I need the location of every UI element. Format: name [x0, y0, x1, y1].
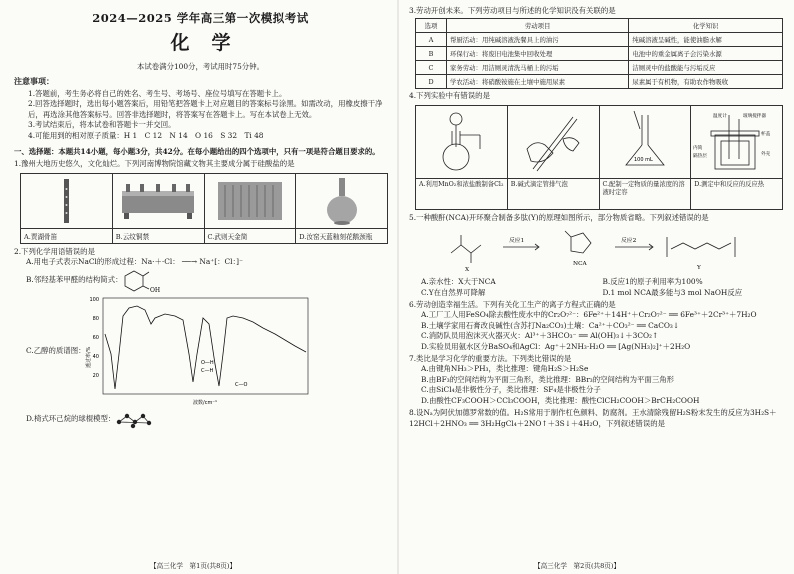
question-7-option-a: A.由键角NH₃＞PH₃，类比推理：键角H₂S＞H₂Se [421, 364, 589, 374]
artifact-c [205, 174, 297, 243]
label-reaction-1: 反应1 [509, 238, 525, 245]
y-tick: 100 [89, 296, 100, 303]
table-header: 劳动项目 [447, 19, 629, 33]
table-cell: D [416, 75, 447, 89]
x-axis-label: 波数/cm⁻¹ [193, 399, 218, 406]
question-2-option-c [14, 294, 387, 410]
bronze-altar-image [113, 174, 204, 229]
label-nca: NCA [573, 261, 587, 268]
question-5-option-b: B.反应1的原子利用率为100% [602, 277, 703, 287]
exam-title: 2024—2025 学年高三第一次模拟考试 [92, 11, 309, 25]
gold-slip-image [205, 174, 296, 229]
cyclohexane-ball-stick-model [115, 410, 153, 430]
question-6-option-c: C.消防队员用泡沫灭火器灭火：Al³⁺＋3HCO₃⁻ ══ Al(OH)₃↓＋3CO₂↑ [421, 331, 659, 341]
notice-item: 3.考试结束后，将本试卷和答题卡一并交回。 [28, 120, 176, 130]
table-header-row [416, 19, 783, 33]
apparatus-a [416, 106, 508, 209]
table-cell: 纯碱溶液呈碱性，能使油脂水解 [629, 33, 783, 47]
table-cell: C [416, 61, 447, 75]
artifact-b [113, 174, 205, 243]
right-footer: 【高三化学 第2页(共8页)】 [534, 562, 621, 570]
question-3-stem: 3.劳动开创未来。下列劳动项目与所述的化学知识没有关联的是 [409, 6, 616, 15]
question-2-option-c-text: C.乙醇的质谱图： [26, 346, 86, 356]
y-tick: 40 [93, 353, 100, 360]
question-6-option-a: A.工厂工人用FeSO₄除去酸性废水中的Cr₂O₇²⁻：6Fe²⁺＋14H⁺＋Cr₂O₇²⁻ ══ 6Fe³⁺＋2Cr³⁺＋7H₂O [421, 310, 757, 320]
y-tick: 80 [93, 315, 100, 322]
right-page [399, 0, 794, 574]
question-5-stem: 5.一种酸酐(NCA)开环聚合制备多肽(Y)的原理如图所示，部分物质省略。下列叙述错误的是 [409, 212, 709, 222]
question-2-option-b-text: B.邻羟基苯甲醛的结构简式： [26, 275, 123, 285]
table-cell: 洁厕灵中的盐酸能与污垢反应 [629, 61, 783, 75]
question-2-stem: 2.下列化学用语错误的是 [14, 246, 95, 256]
y-tick: 20 [93, 372, 100, 379]
table-row [416, 47, 783, 61]
apparatus-b-caption: B.碱式滴定管排气泡 [510, 180, 568, 188]
table-cell: 环保行动：将废旧电池集中回收处理 [447, 47, 629, 61]
artifact-b-caption: B.云纹铜禁 [115, 232, 150, 241]
label-stirrer: 玻璃搅拌器 [742, 113, 766, 119]
question-2-option-b [14, 268, 387, 294]
bone-flute-image [21, 174, 112, 229]
question-4-stem: 4.下列实验中有错误的是 [409, 91, 490, 101]
question-2-option-d-text: D.椅式环己烷的球棍模型： [26, 414, 116, 424]
artifact-c-caption: C.武则天金简 [207, 232, 248, 241]
question-6-option-d: D.实验员用氨水区分BaSO₄和AgCl：Ag⁺＋2NH₃·H₂O ══ [Ag(NH₃)₂]⁺＋2H₂O [421, 341, 691, 351]
volumetric-flask-diagram [600, 106, 691, 179]
table-header: 化学知识 [629, 19, 783, 33]
nca-reaction-scheme [421, 223, 791, 273]
question-7-option-d: D.由酸性CF₃COOH＞CCl₃COOH，类比推理：酸性ClCH₂COOH＞BrCH₂COOH [421, 395, 700, 405]
ir-spectrum-chart [85, 294, 315, 410]
question-4-apparatus [415, 105, 783, 210]
question-6-stem: 6.劳动创造幸福生活。下列有关化工生产的离子方程式正确的是 [409, 300, 616, 310]
chlorine-generator-diagram [416, 106, 507, 179]
apparatus-d [691, 106, 782, 209]
salicylaldehyde-structure [122, 268, 164, 294]
question-7-option-c: C.由SiCl₄是非极性分子，类比推理：SF₄是非极性分子 [421, 385, 601, 395]
section-heading: 一、选择题：本题共14小题，每小题3分，共42分。在每小题给出的四个选项中，只有一项是符合题目要求的。 [14, 147, 380, 157]
question-2-option-a: A.用电子式表示NaCl的形成过程：Na·＋·Cl： ──→ Na⁺[：Cl：]⁻ [26, 257, 243, 267]
question-5-option-a: A.亲水性：X大于NCA [421, 277, 496, 287]
question-7-option-b: B.由BF₃的空间结构为平面三角形，类比推理：BBr₃的空间结构为平面三角形 [421, 374, 674, 384]
table-cell: 家务劳动：用洁厕灵清洗马桶上的污垢 [447, 61, 629, 75]
table-cell: 帮厨活动：用纯碱溶液洗餐具上的油污 [447, 33, 629, 47]
peak-label: C—H [201, 367, 214, 374]
label-reaction-2: 反应2 [621, 238, 637, 245]
question-8-stem: 8.设Nₐ为阿伏加德罗常数的值。H₂S常用于制作杠色颜料、防腐剂。王水清除残留H₂S粉末发生的反应为3H₂S＋12HCl＋2HNO₃ ══ 3H₂HgCl₄＋2NO↑＋3S↓＋4H₂O，下列叙述错误的是 [409, 408, 777, 428]
calorimeter-diagram [691, 106, 782, 179]
table-row [416, 61, 783, 75]
question-7-stem: 7.类比是学习化学的重要方法。下列类比错误的是 [409, 354, 572, 364]
label-lid: 杯盖 [760, 131, 770, 137]
y-tick: 60 [93, 334, 100, 341]
oh-label: OH [150, 286, 161, 294]
label-y: Y [697, 265, 701, 272]
question-1-stem: 1.豫州大地历史悠久，文化灿烂。下列河南博物院馆藏文物其主要成分属于硅酸盐的是 [14, 159, 295, 169]
apparatus-d-caption: D.测定中和反应的反应热 [694, 180, 765, 188]
notice-heading: 注意事项： [14, 76, 54, 86]
table-cell: A [416, 33, 447, 47]
notice-item: 1.答题前，考生务必将自己的姓名、考生号、考场号、座位号填写在答题卡上。 [28, 89, 287, 98]
notice-item: 2.回答选择题时，选出每小题答案后，用铅笔把答题卡上对应题目的答案标号涂黑。如需改动，用橡皮擦干净后，再选涂其他答案标号。回答非选择题时，将答案写在答题卡上。写在本试卷上无效。 [28, 99, 383, 119]
label-shell: 外壳 [760, 151, 770, 157]
table-cell: 电池中的重金属离子会污染水源 [629, 47, 783, 61]
label-thermometer: 温度计 [712, 113, 727, 119]
label-x: X [465, 267, 470, 274]
y-axis-label: 透过率/% [86, 346, 93, 368]
notice-item: 4.可能用到的相对原子质量：H 1 C 12 N 14 O 16 S 32 Ti 48 [28, 130, 264, 140]
porcelain-vase-image [296, 174, 387, 229]
artifact-d-caption: D.汝窑天蓝釉刻花鹅颈瓶 [299, 232, 373, 241]
notice-list [14, 89, 387, 141]
peak-label: C—O [235, 381, 248, 388]
exam-info: 本试卷满分100分，考试用时75分钟。 [137, 62, 264, 71]
question-2-option-d [14, 410, 387, 430]
artifact-a [21, 174, 113, 243]
question-3-table [415, 18, 783, 89]
label-inner-cup: 内筒 [692, 145, 702, 151]
table-cell: 学农活动：将硝酸铵施在土壤中施用尿素 [447, 75, 629, 89]
table-row [416, 33, 783, 47]
label-insulation: 隔热层 [692, 153, 707, 159]
question-5-option-c: C.Y在自然界可降解 [421, 287, 486, 297]
burette-bubble-diagram [508, 106, 599, 179]
peak-label: O—H [201, 359, 215, 366]
question-5-option-d: D.1 mol NCA最多能与3 mol NaOH反应 [602, 287, 743, 297]
artifact-d [296, 174, 387, 243]
left-footer: 【高三化学 第1页(共8页)】 [150, 562, 237, 570]
apparatus-c [600, 106, 692, 209]
apparatus-c-caption: C.配制一定物质的量浓度的溶液时定容 [602, 180, 685, 197]
question-6-option-b: B.土壤学家用石膏改良碱性(含苏打Na₂CO₃)土壤：Ca²⁺＋CO₃²⁻ ══ CaCO₃↓ [421, 320, 680, 330]
table-cell: 尿素属于有机物，有助农作物吸收 [629, 75, 783, 89]
flask-volume-label: 100 mL [633, 156, 653, 163]
artifact-a-caption: A.贾湖骨笛 [24, 232, 58, 241]
table-row [416, 75, 783, 89]
question-1-artifacts [20, 173, 388, 244]
subject-title: 化学 [170, 32, 253, 54]
apparatus-a-caption: A.利用MnO₂和浓盐酸制备Cl₂ [419, 180, 504, 188]
table-header: 选项 [416, 19, 447, 33]
apparatus-b [508, 106, 600, 209]
table-cell: B [416, 47, 447, 61]
spectrum-line [105, 306, 306, 389]
question-5-options [409, 277, 784, 298]
